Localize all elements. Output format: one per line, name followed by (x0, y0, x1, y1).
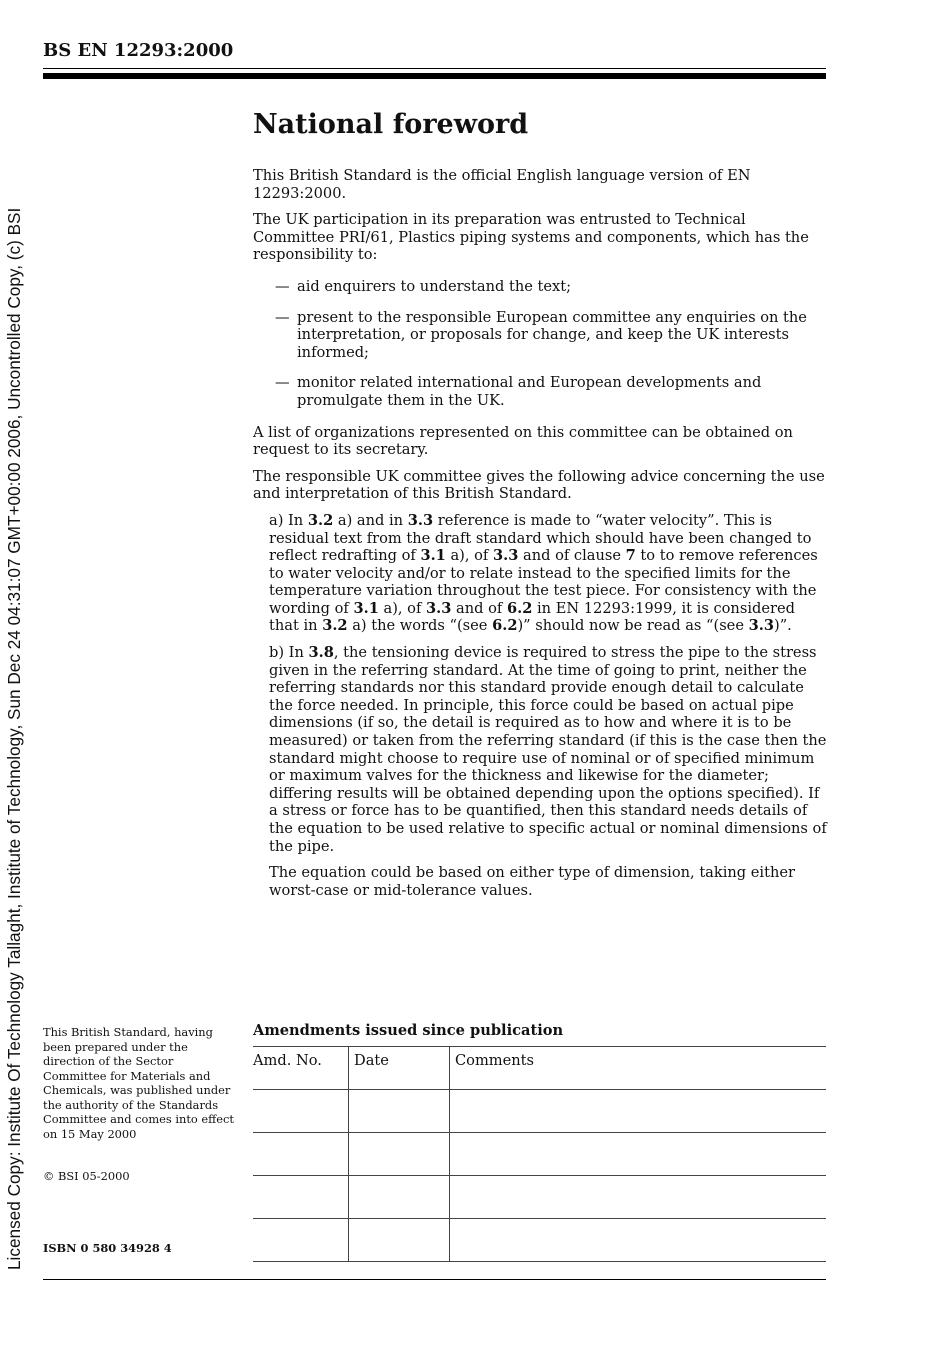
copyright-line: © BSI 05-2000 (43, 1169, 130, 1183)
table-cell (253, 1219, 349, 1262)
table-cell (253, 1090, 349, 1133)
table-cell (450, 1090, 827, 1133)
table-cell (253, 1133, 349, 1176)
table-cell (253, 1176, 349, 1219)
advice-note-b: b) In 3.8, the tensioning device is required to stress the pipe to the stress given in the referring standard. At the time of going to print, neither the referring standards nor this standard provide enough detail to calculate the force needed. In principle, this force could be based on actual pipe dimensions (if so, the detail is required as to how and where it is to be measured) or taken from the referring standard (if this is the case then the standard might choose to require use of nominal or of specified minimum or maximum valves for the thickness and likewise for the diameter; differing results will be obtained depending upon the options specified). If a stress or force has to be quantified, then this standard needs details of the equation to be used relative to specific actual or nominal dimensions of the pipe. (269, 644, 827, 855)
column-header-amd-no: Amd. No. (253, 1047, 349, 1090)
paragraph-uk-participation: The UK participation in its preparation was entrusted to Technical Committee PRI/61, Plastics piping systems and components, which has the responsibility to: (253, 211, 809, 264)
column-header-date: Date (349, 1047, 450, 1090)
column-header-comments: Comments (450, 1047, 827, 1090)
amendments-title: Amendments issued since publication (253, 1022, 564, 1039)
table-cell (349, 1219, 450, 1262)
dash-marker: — (275, 277, 290, 295)
dash-marker: — (275, 374, 290, 392)
header-rule-thick (43, 73, 826, 79)
dash-marker: — (275, 308, 290, 326)
advice-note-a: a) In 3.2 a) and in 3.3 reference is made to “water velocity”. This is residual text from the draft standard which should have been changed to reflect redrafting of 3.1 a), of 3.3 and of clause 7 to to remove references to water velocity and/or to relate instead to the specified limits for the temperature variation throughout the test piece. For consistency with the wording of 3.1 a), of 3.3 and of 6.2 in EN 12293:1999, it is considered that in 3.2 a) the words “(see 6.2)” should now be read as “(see 3.3)”. (269, 511, 818, 635)
table-cell (349, 1176, 450, 1219)
header-rule-thin (43, 68, 826, 69)
table-row (253, 1090, 826, 1133)
footer-rule (43, 1279, 826, 1280)
table-header-row (253, 1047, 826, 1090)
amendments-table (253, 1046, 826, 1262)
page-title: National foreword (253, 109, 529, 140)
table-cell (450, 1219, 827, 1262)
list-item: — monitor related international and European developments and promulgate them in the UK. (275, 374, 762, 409)
table-row (253, 1219, 826, 1262)
table-cell (450, 1176, 827, 1219)
document-id: BS EN 12293:2000 (43, 40, 234, 61)
paragraph-official-version: This British Standard is the official English language version of EN 12293:2000. (253, 167, 751, 202)
table-cell (450, 1133, 827, 1176)
publication-sidebar (43, 1025, 235, 1141)
table-cell (349, 1090, 450, 1133)
table-row (253, 1133, 826, 1176)
list-item: — present to the responsible European committee any enquiries on the interpretation, or proposals for change, and keep the UK interests informed; (275, 308, 807, 361)
publication-note: This British Standard, having been prepared under the direction of the Sector Committee for Materials and Chemicals, was published under the authority of the Standards Committee and comes into effect on 15 May 2000 (43, 1025, 234, 1141)
main-content (253, 108, 828, 908)
list-item: — aid enquirers to understand the text; (275, 277, 572, 295)
isbn-number: ISBN 0 580 34928 4 (43, 1241, 172, 1255)
paragraph-committee-list: A list of organizations represented on this committee can be obtained on request to its secretary. (253, 423, 793, 459)
table-cell (349, 1133, 450, 1176)
paragraph-committee-advice: The responsible UK committee gives the following advice concerning the use and interpretation of this British Standard. (253, 467, 825, 503)
responsibility-list (253, 278, 828, 410)
licensed-copy-stamp: Licensed Copy: Institute Of Technology Tallaght, Institute of Technology, Sun Dec 24 04:31:07 GMT+00:00 2006, Uncontrolled Copy, (c) BSI (4, 207, 24, 1270)
advice-note-c: The equation could be based on either type of dimension, taking either worst-case or mid-tolerance values. (269, 864, 795, 899)
table-row (253, 1176, 826, 1219)
